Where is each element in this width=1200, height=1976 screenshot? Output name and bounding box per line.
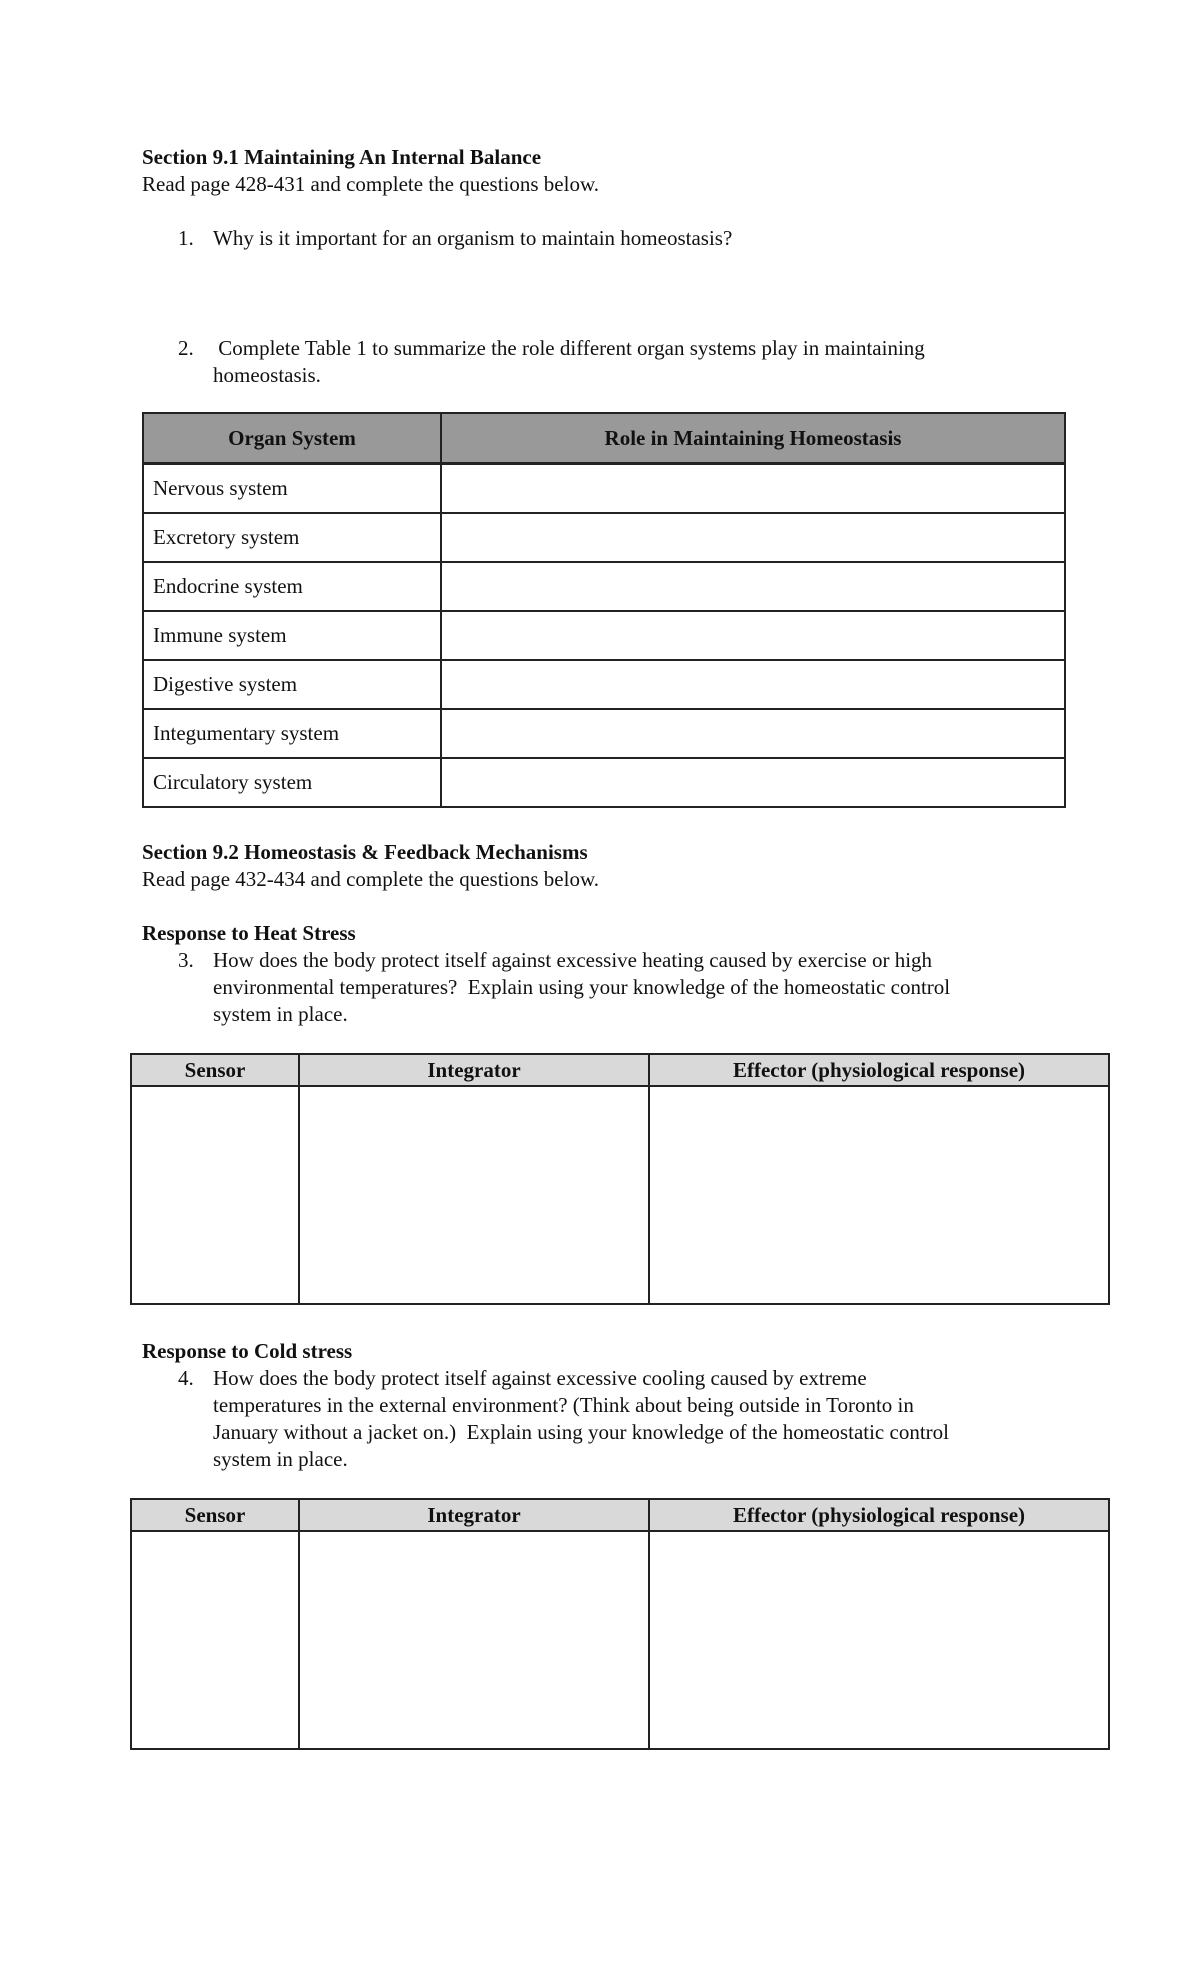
role-answer-cell[interactable] xyxy=(441,611,1065,660)
table-row xyxy=(131,1531,1109,1749)
table-header-integrator: Integrator xyxy=(299,1499,649,1531)
table-header-integrator: Integrator xyxy=(299,1054,649,1086)
organ-system-cell: Integumentary system xyxy=(143,709,441,758)
table-header-role: Role in Maintaining Homeostasis xyxy=(441,413,1065,464)
table-row xyxy=(143,758,1065,807)
effector-answer-cell[interactable] xyxy=(649,1086,1109,1304)
table-row xyxy=(143,709,1065,758)
question-3-text-line-2: environmental temperatures? Explain using your knowledge of the homeostatic control xyxy=(213,975,951,999)
cold-stress-heading: Response to Cold stress xyxy=(142,1339,353,1363)
role-answer-cell[interactable] xyxy=(441,709,1065,758)
table-row xyxy=(143,513,1065,562)
question-4-number: 4. xyxy=(178,1366,194,1390)
table-header-organ-system: Organ System xyxy=(143,413,441,464)
sensor-answer-cell[interactable] xyxy=(131,1086,299,1304)
sensor-answer-cell[interactable] xyxy=(131,1531,299,1749)
table-row xyxy=(143,464,1065,514)
section-9-1-instruction: Read page 428-431 and complete the questions below. xyxy=(142,172,600,196)
section-9-2-instruction: Read page 432-434 and complete the questions below. xyxy=(142,867,600,891)
question-1-text: Why is it important for an organism to maintain homeostasis? xyxy=(213,226,733,250)
role-answer-cell[interactable] xyxy=(441,660,1065,709)
table-row xyxy=(143,660,1065,709)
section-9-1-title: Section 9.1 Maintaining An Internal Balance xyxy=(142,145,542,169)
integrator-answer-cell[interactable] xyxy=(299,1531,649,1749)
question-1-number: 1. xyxy=(178,226,194,250)
heat-stress-heading: Response to Heat Stress xyxy=(142,921,356,945)
table-header-effector: Effector (physiological response) xyxy=(649,1499,1109,1531)
question-2-text-line-1: Complete Table 1 to summarize the role different organ systems play in maintaining xyxy=(213,336,925,360)
question-3-text-line-1: How does the body protect itself against excessive heating caused by exercise or high xyxy=(213,948,933,972)
question-4-text-line-3: January without a jacket on.) Explain using your knowledge of the homeostatic control xyxy=(213,1420,949,1444)
organ-system-cell: Immune system xyxy=(143,611,441,660)
role-answer-cell[interactable] xyxy=(441,562,1065,611)
table-row xyxy=(143,562,1065,611)
table-row xyxy=(131,1086,1109,1304)
role-answer-cell[interactable] xyxy=(441,464,1065,514)
organ-system-cell: Circulatory system xyxy=(143,758,441,807)
role-answer-cell[interactable] xyxy=(441,513,1065,562)
table-header-sensor: Sensor xyxy=(131,1054,299,1086)
question-4-text-line-4: system in place. xyxy=(213,1447,348,1471)
question-4-text-line-2: temperatures in the external environment? (Think about being outside in Toronto in xyxy=(213,1393,914,1417)
question-3-text-line-3: system in place. xyxy=(213,1002,348,1026)
organ-system-cell: Nervous system xyxy=(143,464,441,514)
question-2-number: 2. xyxy=(178,336,194,360)
organ-system-cell: Excretory system xyxy=(143,513,441,562)
table-row xyxy=(143,611,1065,660)
table-header-sensor: Sensor xyxy=(131,1499,299,1531)
question-3-number: 3. xyxy=(178,948,194,972)
organ-system-table xyxy=(142,412,1066,808)
organ-system-cell: Digestive system xyxy=(143,660,441,709)
table-header-effector: Effector (physiological response) xyxy=(649,1054,1109,1086)
role-answer-cell[interactable] xyxy=(441,758,1065,807)
heat-stress-table xyxy=(130,1053,1110,1305)
section-9-2-title: Section 9.2 Homeostasis & Feedback Mechanisms xyxy=(142,840,588,864)
cold-stress-table xyxy=(130,1498,1110,1750)
question-2-text-line-2: homeostasis. xyxy=(213,363,321,387)
effector-answer-cell[interactable] xyxy=(649,1531,1109,1749)
question-4-text-line-1: How does the body protect itself against excessive cooling caused by extreme xyxy=(213,1366,867,1390)
organ-system-cell: Endocrine system xyxy=(143,562,441,611)
integrator-answer-cell[interactable] xyxy=(299,1086,649,1304)
